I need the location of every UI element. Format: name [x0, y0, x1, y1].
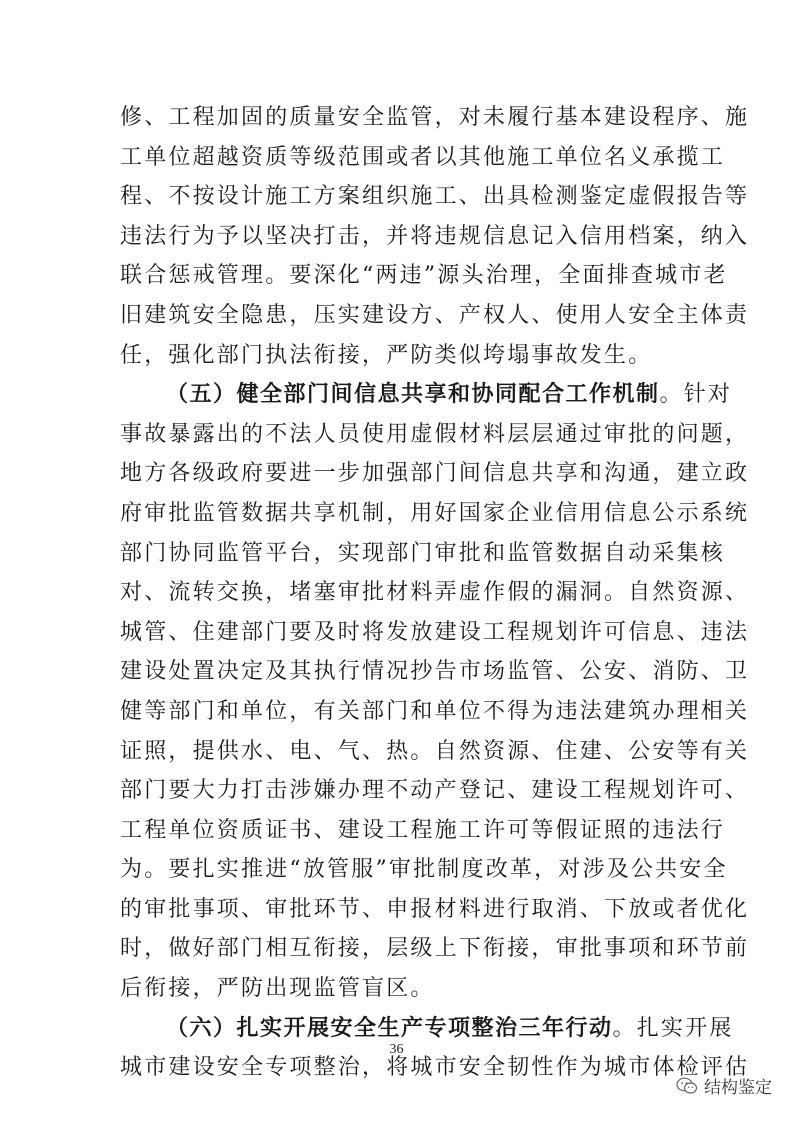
section-5-first-line: 。针对 — [659, 382, 733, 408]
text-line: 修、工程加固的质量安全监管，对未履行基本建设程序、施 — [120, 105, 750, 130]
text-line: 违法行为予以坚决打击，并将违规信息记入信用档案，纳入 — [120, 223, 750, 249]
text-line — [120, 375, 733, 415]
text-line: 建设处置决定及其执行情况抄告市场监管、公安、消防、卫 — [120, 659, 750, 685]
watermark — [676, 1073, 772, 1098]
watermark-text: 结构鉴定 — [704, 1078, 772, 1098]
text-line: 证照，提供水、电、气、热。自然资源、住建、公安等有关 — [120, 738, 750, 764]
text-line: 对、流转交换，堵塞审批材料弄虚作假的漏洞。自然资源、 — [120, 580, 750, 606]
page-number: 36 — [389, 1042, 404, 1057]
document-page — [120, 98, 750, 1088]
text-line: 工单位超越资质等级范围或者以其他施工单位名义承揽工 — [120, 144, 726, 170]
section-6-first-line: 。扎实开展 — [612, 1015, 734, 1041]
text-line: 后衔接，严防出现监管盲区。 — [120, 976, 435, 1002]
paragraph-continuation — [120, 98, 750, 375]
text-line: 府审批监管数据共享机制，用好国家企业信用信息公示系统 — [120, 500, 750, 526]
text-line: 任，强化部门执法衔接，严防类似垮塌事故发生。 — [120, 342, 653, 368]
text-line: 旧建筑安全隐患，压实建设方、产权人、使用人安全主体责 — [120, 302, 750, 328]
text-line: 工程单位资质证书、建设工程施工许可等假证照的违法行 — [120, 817, 726, 843]
text-line: 健等部门和单位，有关部门和单位不得为违法建筑办理相关 — [120, 698, 750, 724]
text-line: 部门要大力打击涉嫌办理不动产登记、建设工程规划许可、 — [120, 778, 750, 804]
section-6-heading: （六）扎实开展安全生产专项整治三年行动 — [166, 1015, 613, 1041]
text-line: 程、不按设计施工方案组织施工、出具检测鉴定虚假报告等 — [120, 184, 750, 210]
wechat-icon — [676, 1077, 698, 1095]
text-line: 城管、住建部门要及时将发放建设工程规划许可信息、违法 — [120, 619, 750, 645]
text-line: 部门协同监管平台，实现部门审批和监管数据自动采集核 — [120, 540, 726, 566]
text-line: 城市建设安全专项整治，将城市安全韧性作为城市体检评估 — [120, 1055, 750, 1081]
section-5-heading: （五）健全部门间信息共享和协同配合工作机制 — [166, 382, 660, 408]
text-line: 为。要扎实推进“放管服”审批制度改革，对涉及公共安全 — [120, 857, 728, 883]
text-line: 时，做好部门相互衔接，层级上下衔接，审批事项和环节前 — [120, 936, 750, 962]
text-line: 联合惩戒管理。要深化“两违”源头治理，全面排查城市老 — [120, 263, 728, 289]
text-line: 事故暴露出的不法人员使用虚假材料层层通过审批的问题， — [120, 421, 750, 447]
text-line: 的审批事项、审批环节、申报材料进行取消、下放或者优化 — [120, 896, 750, 922]
section-5-paragraph — [120, 375, 750, 1009]
text-line: 地方各级政府要进一步加强部门间信息共享和沟通，建立政 — [120, 461, 750, 487]
